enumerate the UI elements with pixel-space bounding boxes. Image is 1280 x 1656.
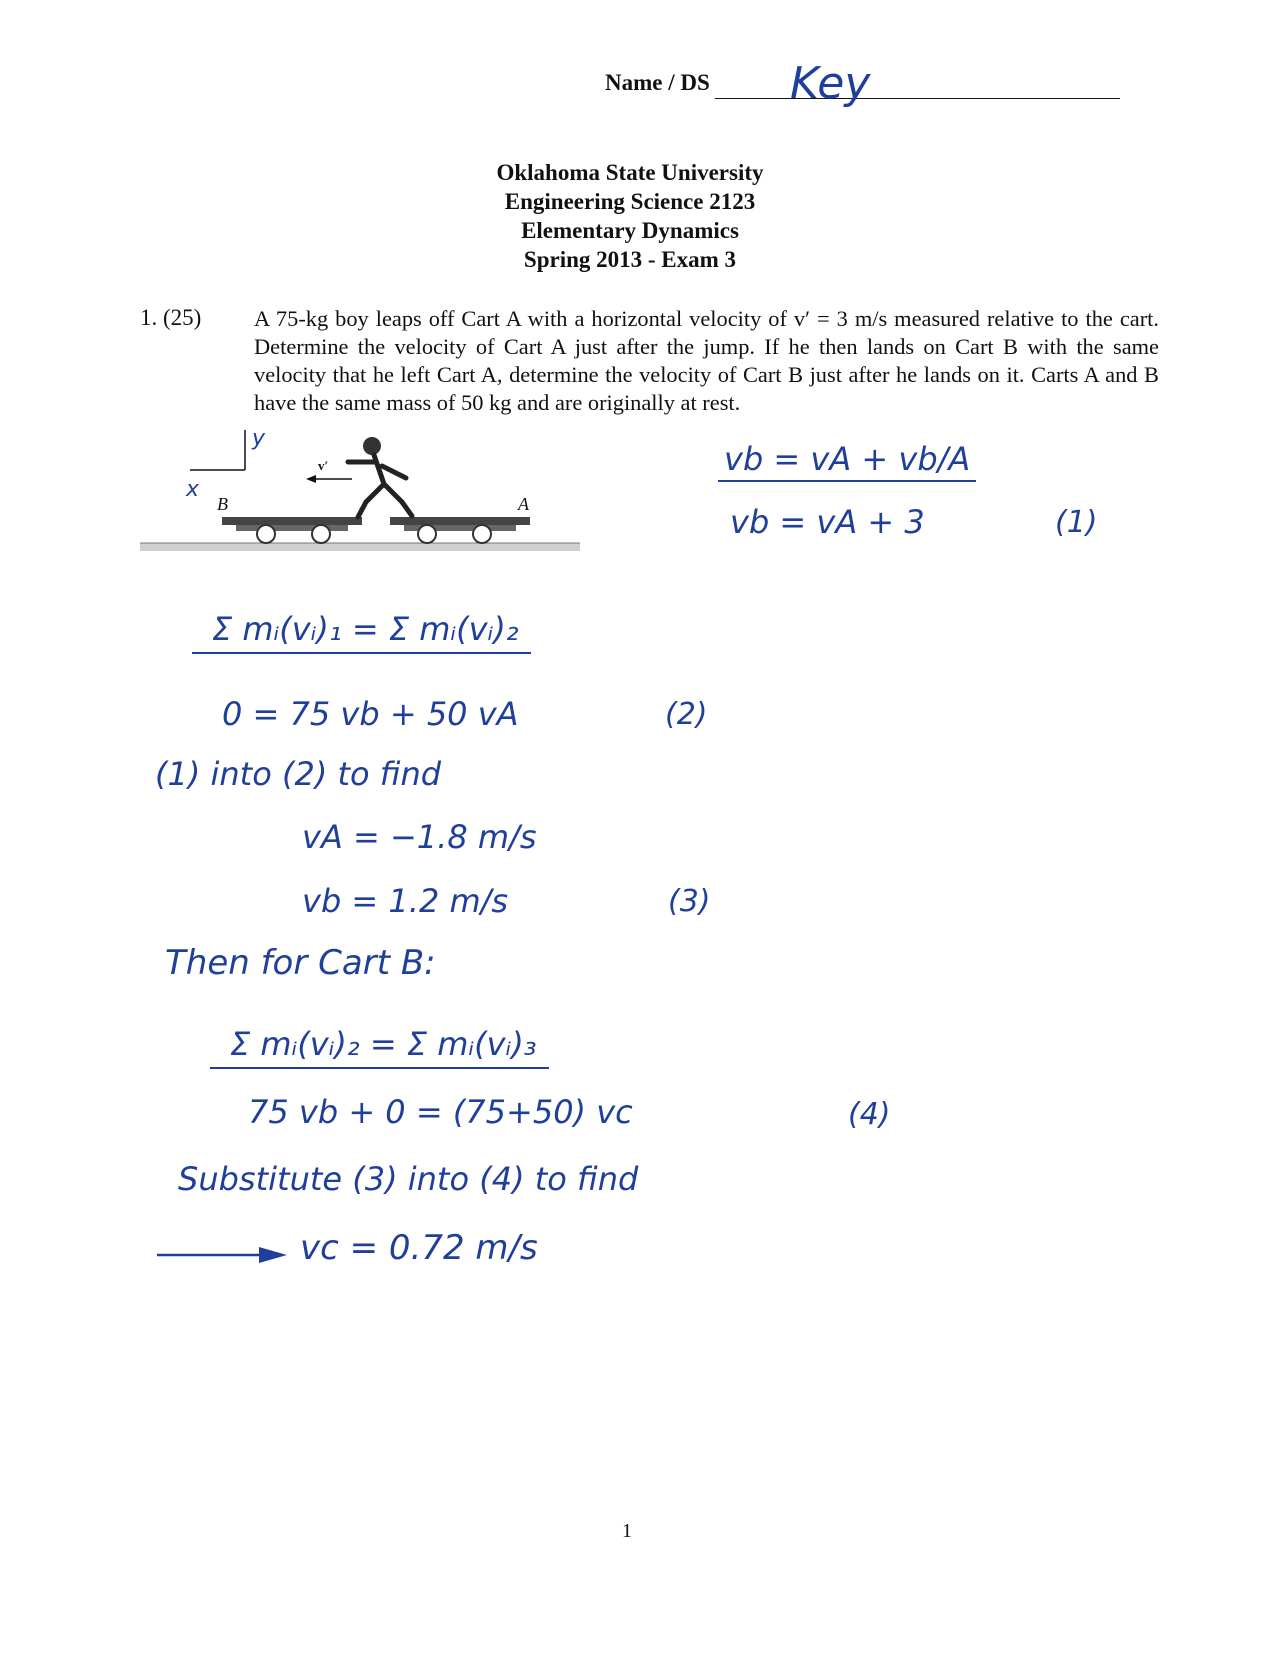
- cart-b-wheel: [257, 525, 275, 543]
- ground: [140, 543, 580, 551]
- velocity-label: v′: [318, 458, 329, 473]
- cart-a-wheel: [473, 525, 491, 543]
- cart-b-deck: [222, 517, 362, 525]
- equation-4: 75 vb + 0 = (75+50) vc: [248, 1093, 633, 1131]
- signature-key: Key: [790, 58, 871, 109]
- course-header: [430, 158, 830, 274]
- boy-figure: [348, 437, 412, 517]
- momentum-heading-1: Σ mᵢ(vᵢ)₁ = Σ mᵢ(vᵢ)₂: [192, 610, 531, 654]
- name-underline: [715, 98, 1120, 99]
- cart-b-wheel: [312, 525, 330, 543]
- step-2: Substitute (3) into (4) to find: [178, 1160, 639, 1198]
- velocity-arrowhead: [306, 475, 316, 483]
- step-1: (1) into (2) to find: [155, 755, 442, 793]
- page-number: 1: [622, 1520, 632, 1542]
- carts-figure: [140, 426, 620, 600]
- equation-1: vb = vA + 3: [730, 503, 925, 541]
- course-name: Engineering Science 2123: [504, 189, 756, 214]
- vb-result: vb = 1.2 m/s: [302, 882, 509, 920]
- question-number: 1. (25): [140, 305, 202, 330]
- equation-2: 0 = 75 vb + 50 vA: [222, 695, 519, 733]
- cart-a-label: A: [518, 494, 529, 514]
- cart-b-heading: Then for Cart B:: [165, 943, 436, 983]
- equation-1-tag: (1): [1055, 505, 1098, 540]
- va-result: vA = −1.8 m/s: [302, 818, 537, 856]
- equation-3-tag: (3): [668, 884, 711, 919]
- exam-name: Spring 2013 - Exam 3: [523, 247, 737, 272]
- subject-name: Elementary Dynamics: [521, 218, 739, 243]
- cart-a-wheel: [418, 525, 436, 543]
- cart-b-label: B: [217, 494, 228, 514]
- equation-2-tag: (2): [665, 697, 708, 732]
- x-axis-label: x: [186, 477, 200, 502]
- relative-velocity-heading: vb = vA + vb/A: [718, 440, 976, 482]
- momentum-heading-2: Σ mᵢ(vᵢ)₂ = Σ mᵢ(vᵢ)₃: [210, 1025, 549, 1069]
- vc-final-result: vc = 0.72 m/s: [300, 1228, 538, 1268]
- result-arrow-icon: [155, 1240, 295, 1270]
- question-text: A 75-kg boy leaps off Cart A with a horizontal velocity of v′ = 3 m/s measured relative to the cart. Determine the velocity of Cart A just after the jump. If he then lands on Cart B with the same velocity that he left Cart A, determine the velocity of Cart B just after he lands on it. Carts A and B have the same mass of 50 kg and are originally at rest.: [254, 306, 1159, 415]
- university-name: Oklahoma State University: [496, 160, 764, 185]
- name-label: Name / DS: [605, 70, 710, 95]
- equation-4-tag: (4): [848, 1097, 891, 1132]
- y-axis-label: y: [252, 426, 266, 451]
- cart-b-frame: [236, 525, 348, 531]
